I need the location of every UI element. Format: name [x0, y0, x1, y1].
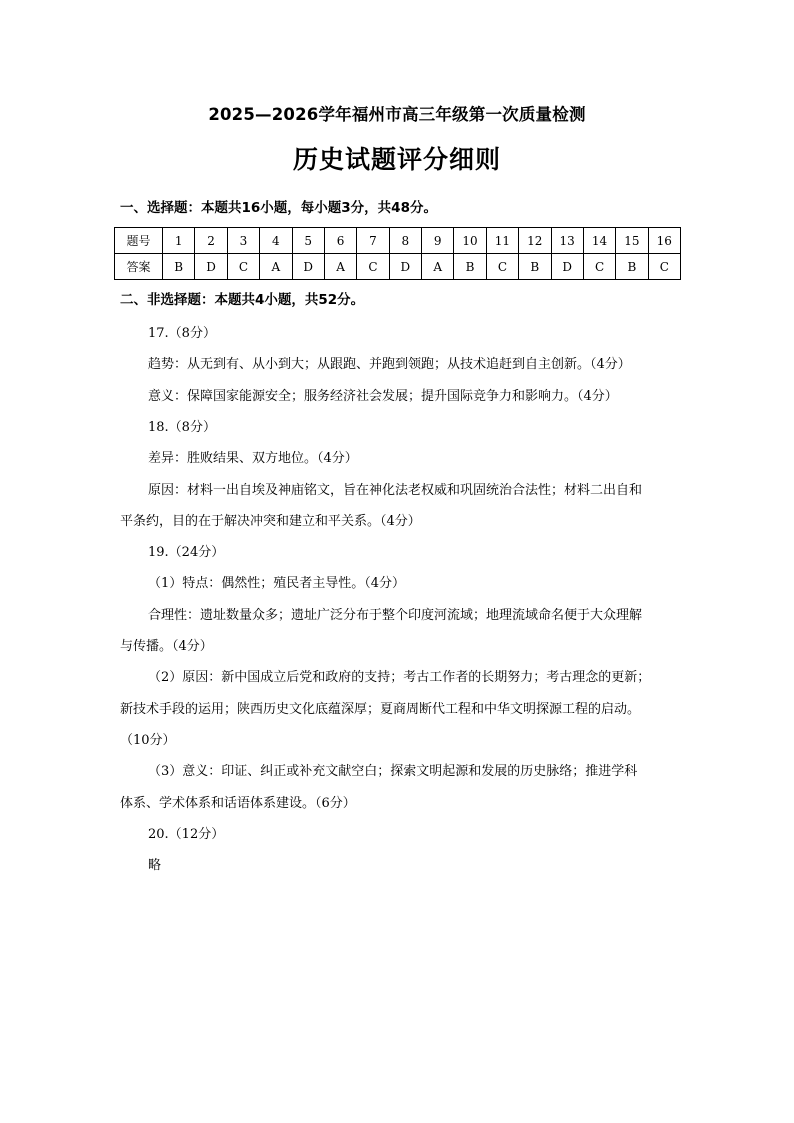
q17-significance: 意义：保障国家能源安全；服务经济社会发展；提升国际竞争力和影响力。（4分） [148, 389, 618, 404]
q19-part2-line3: （10分） [120, 733, 176, 748]
q18-heading: 18.（8分） [148, 420, 216, 435]
q19-rationality-line1: 合理性：遗址数量众多；遗址广泛分布于整个印度河流域；地理流域命名便于大众理解 [148, 608, 643, 623]
q19-part3-line1: （3）意义：印证、纠正或补充文献空白；探索文明起源和发展的历史脉络；推进学科 [148, 764, 638, 779]
exam-title: 2025—2026学年福州市高三年级第一次质量检测 [208, 105, 586, 124]
answer-cell: A [260, 254, 292, 280]
q19-rationality-line2: 与传播。（4分） [120, 639, 213, 654]
answer-cell: C [357, 254, 389, 280]
section1-heading: 一、选择题：本题共16小题，每小题3分，共48分。 [120, 200, 437, 216]
answer-cell: D [195, 254, 227, 280]
q17-trend: 趋势：从无到有、从小到大；从跟跑、并跑到领跑；从技术追赶到自主创新。（4分） [148, 357, 631, 372]
q20-content: 略 [148, 858, 162, 873]
question-number: 10 [454, 228, 486, 254]
row-label-number: 题号 [115, 228, 163, 254]
answer-cell: B [163, 254, 195, 280]
question-number: 2 [195, 228, 227, 254]
question-number: 6 [324, 228, 356, 254]
question-number: 15 [616, 228, 648, 254]
answer-cell: A [324, 254, 356, 280]
document-title: 历史试题评分细则 [292, 145, 501, 174]
q18-reason-line2: 平条约，目的在于解决冲突和建立和平关系。（4分） [120, 514, 421, 529]
section2-heading: 二、非选择题：本题共4小题，共52分。 [120, 292, 365, 308]
question-number: 9 [422, 228, 454, 254]
q19-part2-line2: 新技术手段的运用；陕西历史文化底蕴深厚；夏商周断代工程和中华文明探源工程的启动。 [120, 702, 641, 717]
question-number: 12 [519, 228, 551, 254]
answer-cell: B [616, 254, 648, 280]
question-number: 16 [648, 228, 680, 254]
question-number: 14 [583, 228, 615, 254]
answer-cell: D [292, 254, 324, 280]
answer-cell: B [519, 254, 551, 280]
answer-cell: D [551, 254, 583, 280]
question-number: 4 [260, 228, 292, 254]
q19-heading: 19.（24分） [148, 545, 225, 560]
q19-part2-line1: （2）原因：新中国成立后党和政府的支持；考古工作者的长期努力；考古理念的更新； [148, 670, 651, 685]
row-label-answer: 答案 [115, 254, 163, 280]
answer-cell: C [227, 254, 259, 280]
answer-cell: C [648, 254, 680, 280]
question-number: 11 [486, 228, 518, 254]
answer-row [115, 254, 681, 280]
answer-cell: B [454, 254, 486, 280]
answer-cell: D [389, 254, 421, 280]
question-number: 5 [292, 228, 324, 254]
question-number: 8 [389, 228, 421, 254]
answer-cell: C [486, 254, 518, 280]
question-number: 7 [357, 228, 389, 254]
q18-difference: 差异：胜败结果、双方地位。（4分） [148, 451, 358, 466]
question-number: 1 [163, 228, 195, 254]
answer-cell: A [422, 254, 454, 280]
q17-heading: 17.（8分） [148, 326, 216, 341]
q19-part1-feature: （1）特点：偶然性；殖民者主导性。（4分） [148, 576, 406, 591]
q20-heading: 20.（12分） [148, 827, 225, 842]
q19-part3-line2: 体系、学术体系和话语体系建设。（6分） [120, 796, 356, 811]
answer-table [114, 227, 681, 280]
q18-reason-line1: 原因：材料一出自埃及神庙铭文，旨在神化法老权威和巩固统治合法性；材料二出自和 [148, 483, 643, 498]
answer-cell: C [583, 254, 615, 280]
question-number: 13 [551, 228, 583, 254]
question-number-row [115, 228, 681, 254]
question-number: 3 [227, 228, 259, 254]
